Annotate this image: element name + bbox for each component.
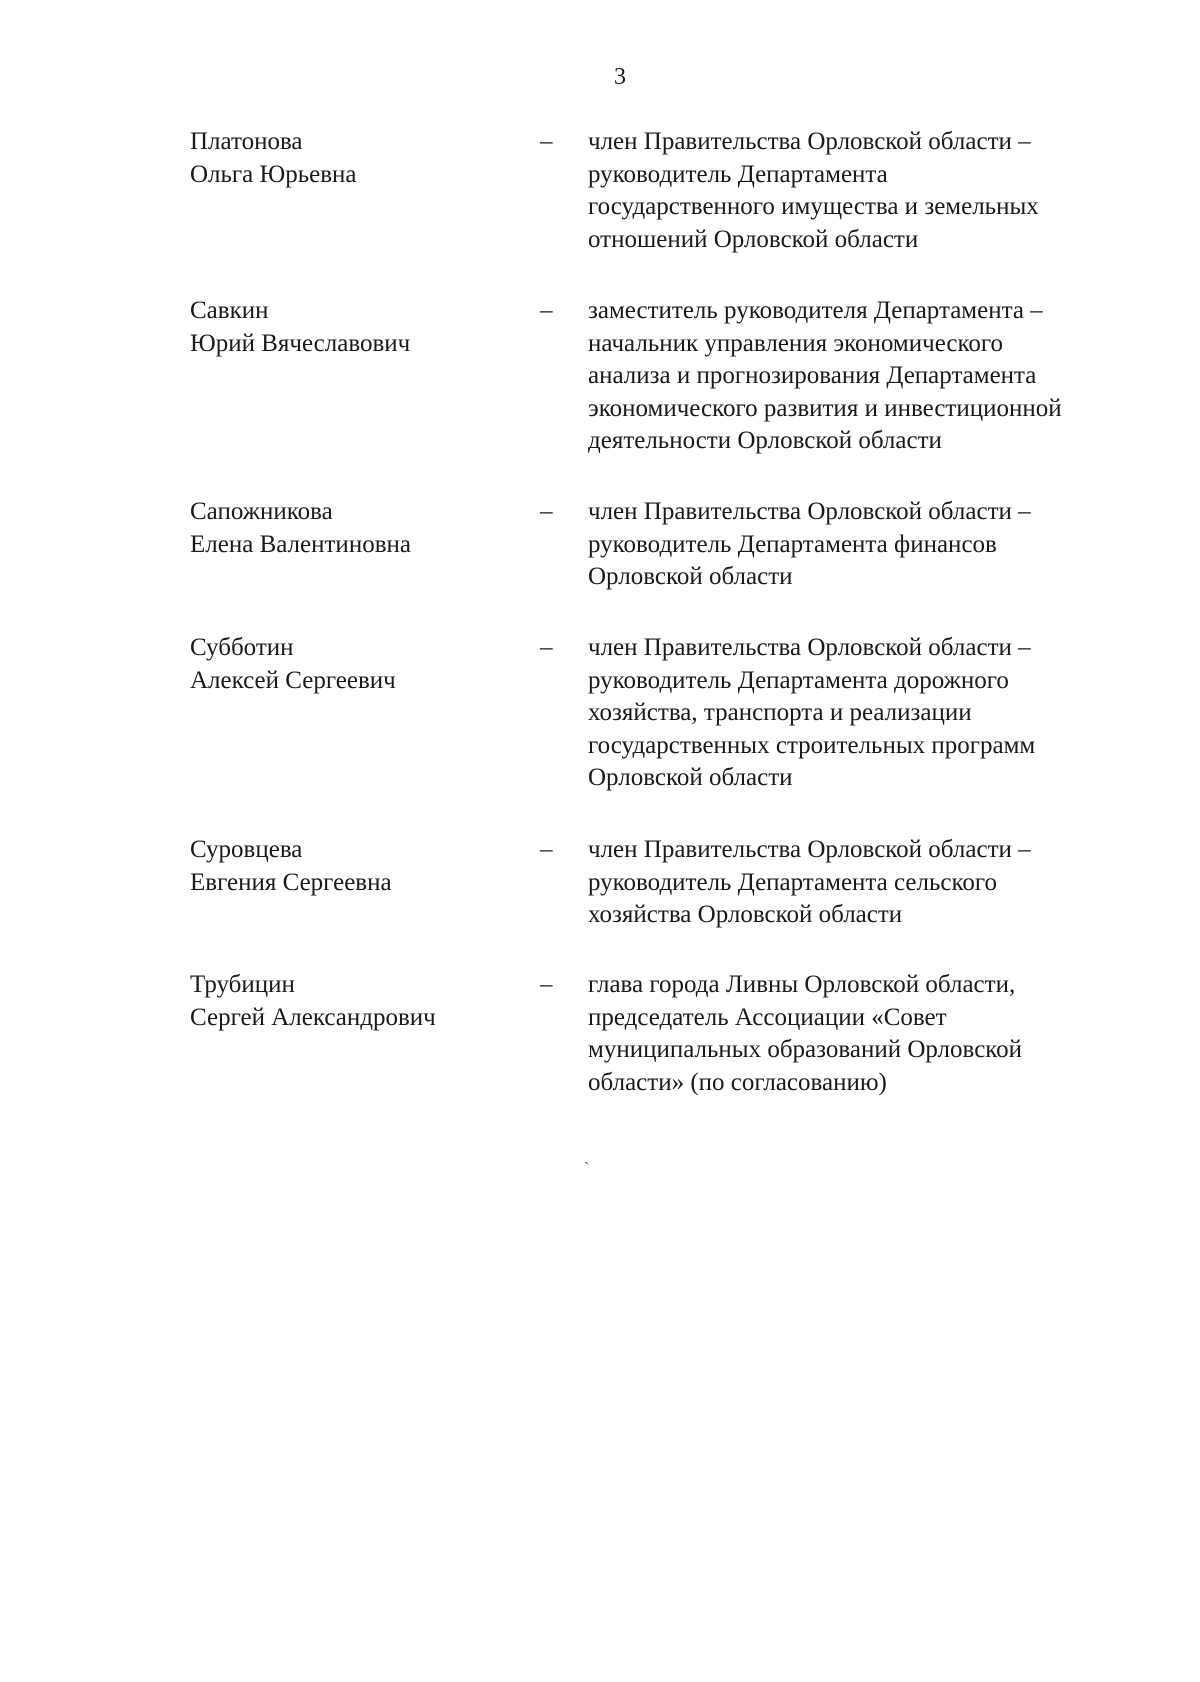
member-position	[588, 834, 1148, 932]
member-given-names: Алексей Сергеевич	[190, 666, 396, 694]
member-surname: Суровцева	[190, 836, 303, 863]
member-surname: Сапожникова	[190, 498, 333, 525]
position-line: член Правительства Орловской области –	[588, 836, 1031, 863]
separator-dash: –	[540, 836, 553, 863]
position-line: государственного имущества и земельных	[588, 193, 1039, 220]
member-position	[588, 969, 1148, 1099]
position-line: анализа и прогнозирования Департамента	[588, 362, 1037, 389]
position-line: Орловской области	[588, 764, 793, 791]
position-line: руководитель Департамента сельского	[588, 868, 997, 896]
member-name	[190, 969, 520, 1034]
position-line: член Правительства Орловской области –	[588, 128, 1031, 155]
member-name	[190, 834, 520, 899]
position-line: член Правительства Орловской области –	[588, 634, 1031, 661]
separator-dash: –	[540, 498, 553, 525]
separator-dash: –	[540, 297, 553, 324]
member-given-names: Сергей Александрович	[190, 1003, 436, 1031]
member-name	[190, 496, 520, 561]
position-line: хозяйства Орловской области	[588, 901, 903, 928]
member-given-names: Ольга Юрьевна	[190, 160, 357, 188]
scan-artifact-mark: ˏ	[584, 1148, 590, 1165]
separator-dash: –	[540, 634, 553, 661]
position-line: муниципальных образований Орловской	[588, 1036, 1023, 1063]
position-line: начальник управления экономического	[588, 329, 1004, 357]
position-line: председатель Ассоциации «Совет	[588, 1003, 947, 1031]
position-line: деятельности Орловской области	[588, 427, 942, 454]
position-line: руководитель Департамента финансов	[588, 530, 997, 558]
member-name	[190, 632, 520, 697]
member-position	[588, 295, 1148, 458]
member-given-names: Евгения Сергеевна	[190, 868, 392, 896]
position-line: руководитель Департамента	[588, 160, 888, 188]
position-line: Орловской области	[588, 563, 793, 590]
member-name	[190, 295, 520, 360]
member-surname: Субботин	[190, 634, 294, 661]
position-line: экономического развития и инвестиционной	[588, 394, 1062, 422]
member-surname: Савкин	[190, 297, 269, 324]
position-line: области» (по согласованию)	[588, 1068, 887, 1096]
member-position	[588, 126, 1148, 256]
position-line: хозяйства, транспорта и реализации	[588, 699, 972, 726]
position-line: глава города Ливны Орловской области,	[588, 971, 1016, 998]
separator-dash: –	[540, 971, 553, 998]
position-line: заместитель руководителя Департамента –	[588, 297, 1043, 324]
separator-dash: –	[540, 128, 553, 155]
member-name	[190, 126, 520, 191]
member-position	[588, 632, 1148, 795]
member-position	[588, 496, 1148, 594]
page-number: 3	[614, 64, 626, 90]
member-surname: Трубицин	[190, 971, 295, 998]
member-given-names: Елена Валентиновна	[190, 530, 411, 558]
position-line: руководитель Департамента дорожного	[588, 666, 1009, 694]
member-surname: Платонова	[190, 128, 303, 155]
member-given-names: Юрий Вячеславович	[190, 329, 411, 357]
position-line: государственных строительных программ	[588, 731, 1036, 759]
position-line: член Правительства Орловской области –	[588, 498, 1031, 525]
position-line: отношений Орловской области	[588, 225, 919, 253]
